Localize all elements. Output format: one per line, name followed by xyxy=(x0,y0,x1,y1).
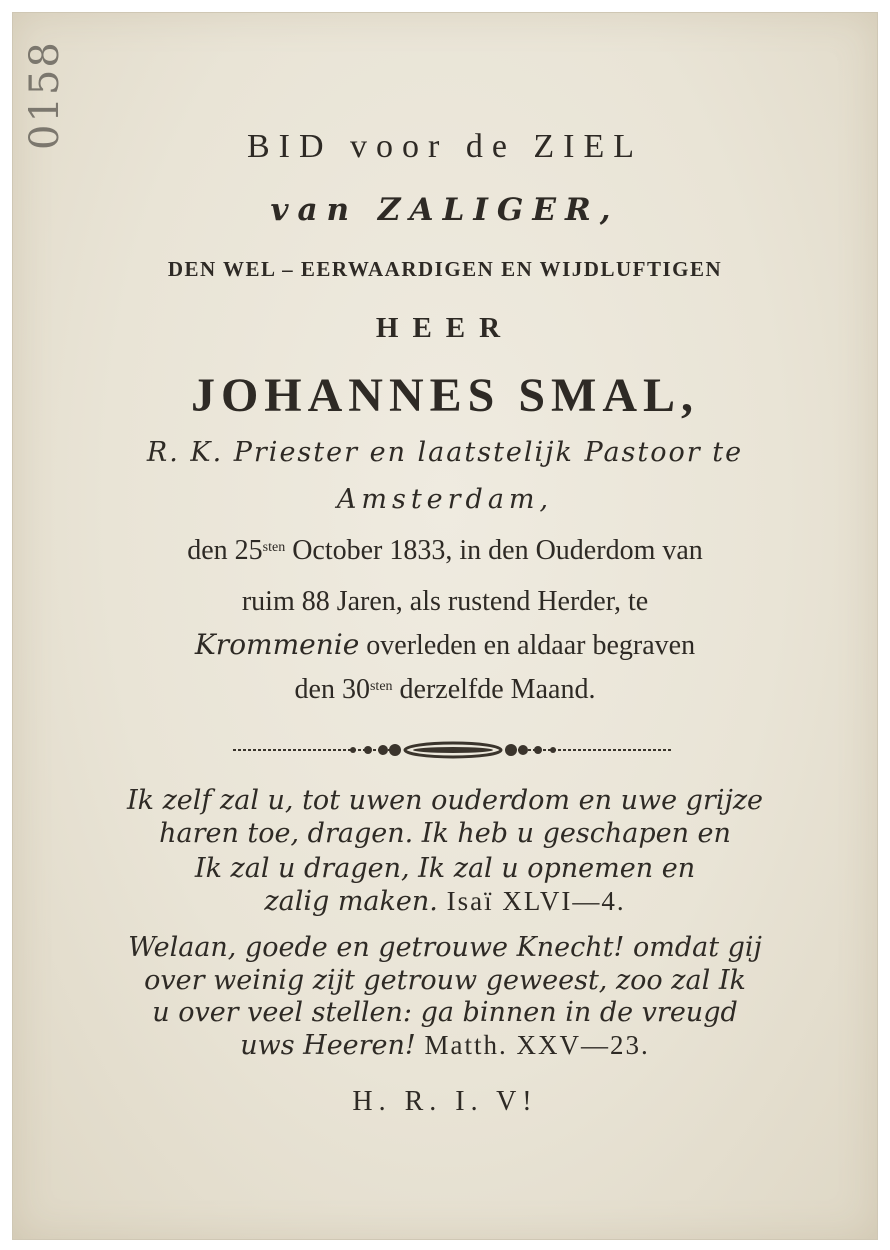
quote2-line-3: u over veel stellen: ga binnen in de vreugd xyxy=(152,997,738,1028)
quote1-reference: Isaï XLVI—4. xyxy=(437,886,626,916)
quote2-line-1: Welaan, goede en getrouwe Knecht! omdat gij xyxy=(128,932,762,963)
ornament-divider xyxy=(233,740,673,760)
body-line-4 xyxy=(0,674,890,706)
quote1-line-2: haren toe, dragen. Ik heb u geschapen en xyxy=(159,818,731,849)
title-line-1: R. K. Priester en laatstelijk Pastoor te xyxy=(146,437,744,468)
quote2-line-2: over weinig zijt getrouw geweest, zoo zal Ik xyxy=(144,965,746,996)
body-line-4-sup: sten xyxy=(369,679,393,694)
title-line-2: Amsterdam, xyxy=(336,484,554,515)
deceased-name: JOHANNES SMAL, xyxy=(190,369,700,422)
heading-line-1: BID voor de ZIEL xyxy=(246,128,644,165)
body-line-2: ruim 88 Jaren, als rustend Herder, te xyxy=(241,586,649,617)
quote1-line-4 xyxy=(0,886,890,917)
closing-initials: H. R. I. V! xyxy=(352,1086,538,1117)
body-line-1 xyxy=(0,535,890,567)
heading-line-3: DEN WEL – EERWAARDIGEN EN WIJDLUFTIGEN xyxy=(167,257,723,281)
heading-line-2: van ZALIGER, xyxy=(270,192,620,228)
body-line-1-rest: October 1833, in den Ouderdom van xyxy=(285,535,703,566)
place-name: Krommenie xyxy=(194,628,360,661)
body-line-1-date: den 25 xyxy=(187,535,263,566)
quote1-line-1: Ik zelf zal u, tot uwen ouderdom en uwe grijze xyxy=(126,785,764,816)
quote2-text-end: uws Heeren! xyxy=(240,1030,416,1061)
body-line-4-rest: derzelfde Maand. xyxy=(392,674,596,705)
body-line-3 xyxy=(0,628,890,662)
heading-heer: HEER xyxy=(375,312,515,344)
quote2-line-4 xyxy=(0,1030,890,1061)
body-line-3-rest: overleden en aldaar begraven xyxy=(359,630,696,661)
body-line-4-date: den 30 xyxy=(294,674,370,705)
body-line-1-sup: sten xyxy=(262,540,286,555)
quote1-text-end: zalig maken. xyxy=(264,886,438,917)
archive-number: 0158 xyxy=(22,40,68,150)
quote1-line-3: Ik zal u dragen, Ik zal u opnemen en xyxy=(194,853,696,884)
quote2-reference: Matth. XXV—23. xyxy=(415,1030,650,1060)
